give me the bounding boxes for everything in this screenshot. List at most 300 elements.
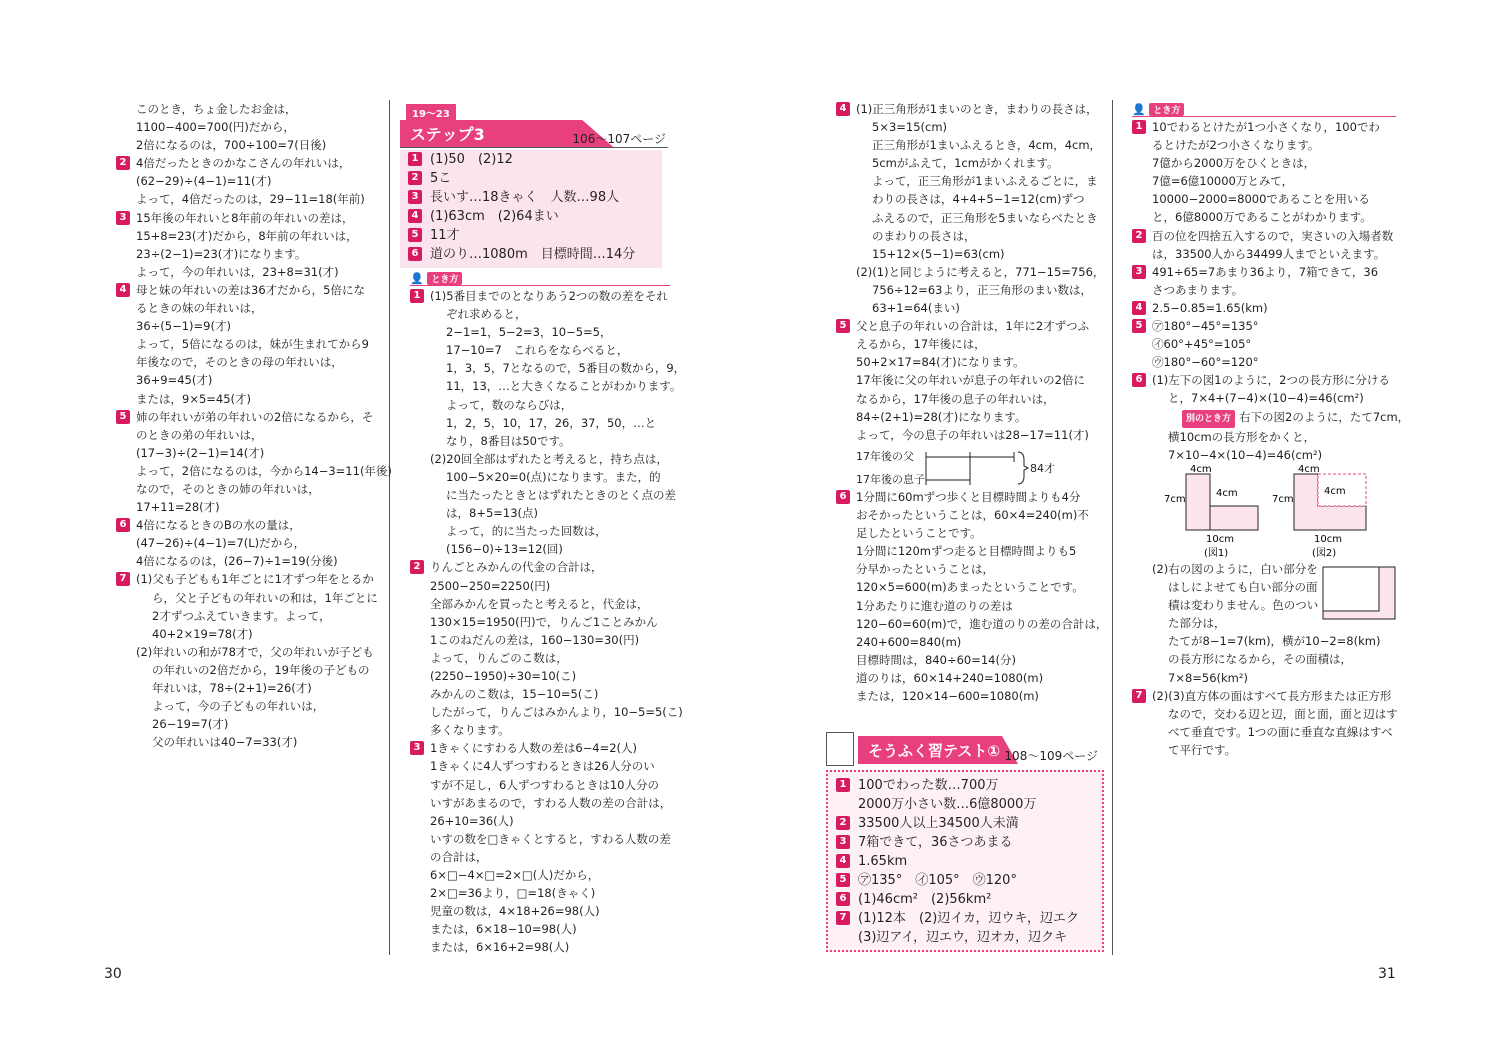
line-text: 40+2×19=78(才)	[152, 626, 253, 641]
line-text: (156−0)÷13=12(回)	[446, 542, 563, 557]
question-number: 6	[836, 490, 850, 504]
answer-text: 長いす…18きゃく 人数…98人	[430, 190, 620, 205]
line-text: おそかったということは，60×4=240(m)不	[856, 508, 1089, 523]
text-line	[836, 390, 1104, 408]
line-text: このとき，ちょ金したお金は，	[136, 102, 297, 116]
line-text: 1，3，5，7となるので，5番目の数から，9，	[446, 361, 686, 376]
line-text: るとけたが2つ小さくなります。	[1152, 138, 1320, 153]
line-text: よって，正三角形が1まいふえるごとに，ま	[872, 174, 1098, 189]
step3-pages: 106～107ページ	[572, 132, 666, 146]
fig1-left-label: 7cm	[1164, 494, 1186, 505]
text-line	[836, 353, 1104, 371]
line-text: 7×10−4×(10−4)=46(cm²)	[1168, 447, 1323, 462]
text-line	[1132, 299, 1409, 317]
text-line	[410, 595, 685, 613]
text-line	[836, 669, 1107, 687]
text-line	[1132, 263, 1409, 281]
text-line	[410, 396, 685, 414]
line-text: よって，数のならびは，	[446, 397, 573, 412]
text-line	[410, 757, 685, 775]
line-text: 5×3=15(cm)	[872, 120, 948, 135]
line-text: 多くなります。	[430, 723, 510, 738]
line-text: 26−19=7(才)	[152, 717, 229, 732]
text-line	[1132, 245, 1409, 263]
line-text: えるから，17年後には，	[856, 337, 986, 352]
line-text: よって，今の子どもの年れいは，	[152, 699, 325, 714]
text-line	[1132, 632, 1398, 650]
line-text: または，6×18−10=98(人)	[430, 922, 577, 937]
text-line	[116, 498, 392, 516]
text-line	[410, 558, 685, 576]
text-line	[836, 651, 1107, 669]
line-text: または，9×5=45(才)	[136, 391, 252, 406]
line-text: いすの数を□きゃくとすると，すわる人数の差	[430, 831, 671, 846]
text-line	[836, 506, 1107, 524]
text-line	[116, 715, 392, 733]
step3-header	[400, 104, 668, 148]
line-text: 2−1=1，5−2=3，10−5=5，	[446, 325, 612, 340]
tokikata-badge: とき方	[1149, 103, 1184, 116]
answer-text: 7箱できて，36さつあまる	[858, 835, 1013, 850]
text-line	[410, 649, 685, 667]
line-text: (62−29)÷(4−1)=11(才)	[136, 174, 272, 189]
question-number: 6	[1132, 373, 1146, 387]
answer-line	[408, 188, 635, 207]
checklist-icon	[826, 732, 854, 766]
line-text: 10でわるとけたが1つ小さくなり，100でわ	[1152, 120, 1380, 134]
line-text: 491÷65=7あまり36より，7箱できて，36	[1152, 264, 1379, 279]
line-text: 15+12×(5−1)=63(cm)	[872, 246, 1005, 261]
text-line	[116, 534, 392, 552]
text-line	[116, 552, 392, 570]
line-text: 5cmがふえて，1cmがかくれます。	[872, 156, 1059, 171]
text-line	[116, 516, 392, 534]
question-number: 7	[1132, 689, 1146, 703]
text-line	[116, 100, 392, 118]
text-line	[116, 480, 392, 498]
text-line	[410, 577, 685, 595]
text-line	[1132, 723, 1398, 741]
text-line	[836, 100, 1104, 118]
line-text: 積は変わりません。色のつい	[1168, 598, 1319, 613]
text-line	[116, 154, 392, 172]
text-line	[1132, 705, 1398, 723]
line-text: 1分間に60mずつ歩くと目標時間よりも4分	[856, 490, 1081, 504]
text-line	[116, 353, 392, 371]
text-line	[410, 685, 685, 703]
text-line	[116, 227, 392, 245]
line-text: さつあまります。	[1152, 282, 1244, 297]
question-number: 1	[1132, 120, 1146, 134]
text-line	[836, 408, 1104, 426]
text-line	[1132, 317, 1409, 335]
line-text: たてが8−1=7(km)，横が10−2=8(km)	[1168, 634, 1381, 649]
text-line	[836, 371, 1104, 389]
answer-line	[408, 150, 635, 169]
text-line	[836, 426, 1104, 444]
line-text: 4倍だったときのかなこさんの年れいは，	[136, 156, 351, 171]
figure1-shape	[1186, 474, 1258, 530]
line-text: すが不足し，6人ずつすわるときは10人分の	[430, 777, 659, 792]
text-line	[1132, 371, 1409, 389]
text-line	[410, 323, 685, 341]
line-text: 17+11=28(才)	[136, 500, 220, 515]
line-text: 120×5=600(m)あまったということです。	[856, 580, 1084, 595]
line-text: と，6億8000万であることがわかります。	[1152, 210, 1372, 225]
fig2-inner-label: 4cm	[1324, 486, 1346, 497]
line-text: 父と息子の年れいの合計は，1年に2才ずつふ	[856, 319, 1090, 334]
line-text: (1)左下の図1のように，2つの長方形に分ける	[1152, 373, 1390, 388]
line-text: るときの妹の年れいは，	[136, 301, 263, 316]
text-line	[116, 679, 392, 697]
line-text: (2)右の図のように，白い部分を	[1152, 562, 1318, 576]
line-text: の年れいの2倍だから，19年後の子どもの	[152, 662, 370, 677]
line-text: (2250−1950)÷30=10(こ)	[430, 668, 577, 683]
answer-number: 2	[408, 171, 422, 185]
text-line	[410, 848, 685, 866]
answer-number: 7	[836, 911, 850, 925]
line-text: 36÷(5−1)=9(才)	[136, 319, 231, 334]
line-text: 1，2，5，10，17，26，37，50，…と	[446, 415, 657, 430]
text-line	[836, 615, 1107, 633]
question-number: 4	[116, 283, 130, 297]
column-2	[410, 287, 685, 956]
answer-number: 4	[408, 209, 422, 223]
line-text: わりの長さは，4+4+5−1=12(cm)ずつ	[872, 192, 1085, 207]
answer-text: 道のり…1080m 目標時間…14分	[430, 247, 636, 262]
tokikata-label-right	[1132, 102, 1184, 116]
line-text: 7×8=56(km²)	[1168, 670, 1248, 685]
question-number: 2	[116, 156, 130, 170]
text-line	[836, 209, 1104, 227]
tokikata-label	[410, 271, 462, 285]
text-line	[1132, 281, 1409, 299]
answer-line	[408, 245, 635, 264]
line-text: なるから，17年後の息子の年れいは，	[856, 391, 1055, 406]
text-line	[116, 317, 392, 335]
line-text: 父の年れいは40−7=33(才)	[152, 735, 298, 750]
answer-number: 5	[408, 228, 422, 242]
text-line	[1132, 118, 1409, 136]
line-text: ら，父と子どもの年れいの和は，1年ごとに	[152, 590, 378, 605]
answer-text: (1)12本 (2)辺イカ，辺ウキ，辺エク	[858, 911, 1079, 926]
line-text: ふえるので，正三角形を5まいならべたとき	[872, 210, 1098, 225]
text-line	[116, 190, 392, 208]
line-text: 正三角形が1まいふえるとき，4cm，4cm，	[872, 138, 1102, 153]
question-number: 5	[836, 319, 850, 333]
line-text: べて垂直です。1つの面に垂直な直線はすべ	[1168, 724, 1393, 739]
answer-text: (1)46cm² (2)56km²	[858, 892, 992, 907]
line-text: みかんのこ数は，15−10=5(こ)	[430, 687, 599, 702]
question-number: 2	[1132, 229, 1146, 243]
question-number: 5	[116, 410, 130, 424]
fig1-inner-label: 4cm	[1216, 488, 1238, 499]
line-text: (2)20回全部はずれたと考えると，持ち点は，	[430, 451, 668, 466]
answer-line	[836, 795, 1079, 814]
text-line	[116, 697, 392, 715]
text-line	[410, 504, 685, 522]
line-text: のまわりの長さは，	[872, 228, 976, 243]
text-line	[410, 830, 685, 848]
text-line	[116, 371, 392, 389]
line-text: 15年後の年れいと8年前の年れいの差は，	[136, 210, 354, 225]
answer-text: (3)辺アイ，辺エウ，辺オカ，辺クキ	[858, 930, 1068, 945]
text-line	[1132, 154, 1409, 172]
line-text: (47−26)÷(4−1)=7(L)だから，	[136, 536, 306, 551]
column-divider	[1112, 100, 1113, 955]
person-icon: 👤	[1132, 103, 1146, 116]
line-text: よって，2倍になるのは，今から14−3=11(年後)	[136, 463, 392, 478]
tokikata-rule	[410, 285, 670, 286]
text-line	[410, 359, 685, 377]
line-text: 6×□−4×□=2×□(人)だから，	[430, 868, 600, 882]
text-line	[410, 902, 685, 920]
line-text: 1このねだんの差は，160−130=30(円)	[430, 632, 640, 647]
text-line	[410, 613, 685, 631]
line-text: 1きゃくに4人ずつすわるときは26人分のい	[430, 759, 655, 774]
alt-method-badge: 別のとき方	[1182, 410, 1235, 428]
text-line	[410, 884, 685, 902]
text-line	[1132, 428, 1409, 446]
line-text: (2)(3)直方体の面はすべて長方形または正方形	[1152, 688, 1392, 703]
line-text: よって，4倍だったのは，29−11=18(年前)	[136, 192, 365, 207]
fig1-top-label: 4cm	[1190, 464, 1212, 475]
question-number: 1	[410, 289, 424, 303]
line-text: 1分間に120mずつ走ると目標時間よりも5	[856, 544, 1077, 559]
answer-text: 5こ	[430, 171, 452, 186]
line-text: 年後なので，そのときの母の年れいは，	[136, 355, 343, 370]
line-text: 1100−400=700(円)だから，	[136, 120, 295, 135]
step3-title: ステップ3	[410, 125, 485, 144]
line-text: て平行です。	[1168, 742, 1237, 757]
text-line	[116, 444, 392, 462]
text-line	[410, 468, 685, 486]
answer-number: 3	[836, 835, 850, 849]
text-line	[116, 426, 392, 444]
answer-line	[836, 890, 1079, 909]
line-text: 120−60=60(m)で，進む道のりの差の合計は，	[856, 616, 1108, 631]
text-line	[116, 335, 392, 353]
text-line	[1132, 389, 1409, 407]
text-line	[410, 920, 685, 938]
line-text: 2×□=36より，□=18(きゃく)	[430, 886, 596, 901]
text-line	[1132, 669, 1398, 687]
line-text: は，8+5=13(点)	[446, 506, 539, 521]
text-line	[836, 299, 1104, 317]
line-text: よって，今の息子の年れいは28−17=11(才)	[856, 427, 1089, 442]
text-line	[410, 667, 685, 685]
line-text: 11，13，…と大きくなることがわかります。	[446, 379, 682, 394]
line-text: 84÷(2+1)=28(才)になります。	[856, 409, 1027, 424]
text-line	[410, 812, 685, 830]
text-line	[836, 542, 1107, 560]
line-text: 年れいは，78÷(2+1)=26(才)	[152, 681, 312, 695]
answer-line	[836, 928, 1079, 947]
line-text: ㋒180°−60°=120°	[1152, 355, 1259, 370]
text-line	[836, 154, 1104, 172]
answer-line	[836, 814, 1079, 833]
question-number: 3	[116, 211, 130, 225]
line-text: 26+10=36(人)	[430, 813, 514, 828]
text-line	[410, 540, 685, 558]
text-line	[1132, 227, 1409, 245]
review-title: そうふく習テスト①	[868, 742, 1001, 760]
answer-text: 1.65km	[858, 854, 908, 869]
line-text: た部分は，	[1168, 616, 1226, 631]
text-line	[410, 794, 685, 812]
text-line	[836, 136, 1104, 154]
page-number-right: 31	[1378, 966, 1396, 982]
line-text: (1)5番目までのとなりあう2つの数の差をそれ	[430, 289, 668, 303]
line-text: 23÷(2−1)=23(才)になります。	[136, 246, 307, 261]
line-text: 4倍になるときのBの水の量は，	[136, 518, 301, 533]
text-line	[410, 938, 685, 956]
answer-number: 4	[836, 854, 850, 868]
text-line	[410, 866, 685, 884]
answer-text: 100でわった数…700万	[858, 778, 999, 793]
text-line	[836, 317, 1104, 335]
text-line	[410, 287, 685, 305]
line-text: なり，8番目は50です。	[446, 433, 571, 448]
text-line	[1132, 408, 1409, 428]
line-text: よって，5倍になるのは，妹が生まれてから9	[136, 337, 369, 352]
line-text: 2500−250=2250(円)	[430, 578, 551, 593]
age-diagram	[856, 446, 1076, 490]
review-pages: 108～109ページ	[1004, 749, 1098, 763]
line-text: したがって，りんごはみかんより，10−5=5(こ)	[430, 705, 683, 720]
fig2-top-label: 4cm	[1298, 464, 1320, 475]
text-line	[116, 209, 392, 227]
answer-line	[836, 852, 1079, 871]
fig2-left-label: 7cm	[1272, 494, 1294, 505]
line-text: (1)父も子どもも1年ごとに1才ずつ年をとるか	[136, 572, 374, 587]
text-line	[410, 450, 685, 468]
answer-line	[408, 226, 635, 245]
line-text: 36+9=45(才)	[136, 373, 213, 388]
text-line	[410, 631, 685, 649]
line-text: 母と妹の年れいの差は36才だから，5倍にな	[136, 282, 365, 297]
shaded-square-figure	[1322, 566, 1396, 620]
answer-text: ㋐135° ㋑105° ㋒120°	[858, 873, 1017, 888]
question-number: 3	[1132, 265, 1146, 279]
text-line	[1132, 136, 1409, 154]
text-line	[410, 486, 685, 504]
text-line	[836, 578, 1107, 596]
line-text: 63+1=64(まい)	[872, 301, 960, 316]
line-text: 1きゃくにすわる人数の差は6−4=2(人)	[430, 741, 638, 756]
line-text: なので，そのときの姉の年れいは，	[136, 481, 320, 496]
line-text: の長方形になるから，その面積は，	[1168, 652, 1352, 667]
text-line	[116, 625, 392, 643]
text-line	[410, 721, 685, 739]
line-text: に当たったときとはずれたときのとく点の差	[446, 488, 676, 503]
text-line	[116, 390, 392, 408]
review-answers	[836, 776, 1079, 947]
text-line	[836, 245, 1104, 263]
answer-number: 1	[408, 152, 422, 166]
text-line	[410, 522, 685, 540]
line-text: は，33500人から34499人までといえます。	[1152, 246, 1386, 261]
person-icon: 👤	[410, 272, 424, 285]
text-line	[1132, 172, 1409, 190]
text-line	[836, 118, 1104, 136]
line-text: (17−3)÷(2−1)=14(才)	[136, 445, 265, 460]
text-line	[836, 190, 1104, 208]
line-text: 分早かったということは，	[856, 562, 994, 577]
fig1-bottom-label: 10cm	[1206, 534, 1234, 545]
text-line	[410, 703, 685, 721]
answer-number: 3	[408, 190, 422, 204]
line-text: 7億から2000万をひくときは，	[1152, 156, 1316, 171]
line-text: よって，的に当たった回数は，	[446, 524, 607, 539]
answer-text: 2000万小さい数…6億8000万	[858, 797, 1037, 812]
line-text: 右下の図2のように，たて7cm，	[1239, 409, 1410, 424]
answer-text: 11才	[430, 228, 460, 243]
line-text: 50+2×17=84(才)になります。	[856, 355, 1025, 370]
answer-number: 5	[836, 873, 850, 887]
column-3-continued	[836, 488, 1107, 705]
fig1-caption: (図1)	[1204, 548, 1229, 559]
text-line	[1132, 353, 1409, 371]
text-line	[1132, 741, 1398, 759]
column-1	[116, 100, 392, 751]
text-line	[836, 524, 1107, 542]
line-text: の合計は，	[430, 849, 488, 864]
question-number: 4	[836, 102, 850, 116]
line-text: 道のりは，60×14+240=1080(m)	[856, 670, 1044, 685]
line-text: 足したということです。	[856, 526, 982, 541]
text-line	[116, 643, 392, 661]
line-text: 15+8=23(才)だから，8年前の年れいは，	[136, 228, 358, 243]
line-text: または，6×16+2=98(人)	[430, 940, 570, 955]
line-text: (2)年れいの和が78才で，父の年れいが子ども	[136, 644, 374, 659]
question-number: 5	[1132, 319, 1146, 333]
text-line	[116, 245, 392, 263]
line-text: 130×15=1950(円)で，りんご1ことみかん	[430, 614, 658, 629]
line-text: 姉の年れいが弟の年れいの2倍になるから，そ	[136, 409, 374, 424]
text-line	[1132, 650, 1398, 668]
line-text: りんごとみかんの代金の合計は，	[430, 560, 603, 575]
text-line	[1132, 687, 1398, 705]
text-line	[836, 488, 1107, 506]
line-text: 1分あたりに進む道のりの差は	[856, 598, 1013, 613]
text-line	[116, 281, 392, 299]
text-line	[836, 597, 1107, 615]
text-line	[116, 172, 392, 190]
text-line	[116, 136, 392, 154]
text-line	[116, 589, 392, 607]
text-line	[116, 570, 392, 588]
text-line	[410, 305, 685, 323]
line-text: 2才ずつふえていきます。よって，	[152, 608, 331, 623]
line-text: いすがあまるので，すわる人数の差の合計は，	[430, 795, 672, 810]
fig2-bottom-label: 10cm	[1314, 534, 1342, 545]
line-text: 7億=6億10000万とみて，	[1152, 174, 1294, 189]
text-line	[410, 414, 685, 432]
page-number-left: 30	[104, 966, 122, 982]
line-text: 10000−2000=8000であることを用いる	[1152, 192, 1370, 207]
question-number: 4	[1132, 301, 1146, 315]
text-line	[116, 299, 392, 317]
answer-number: 2	[836, 816, 850, 830]
text-line	[836, 172, 1104, 190]
line-text: 百の位を四捨五入するので，実さいの入場者数	[1152, 228, 1394, 243]
text-line	[116, 462, 392, 480]
fig2-caption: (図2)	[1312, 548, 1337, 559]
column-3	[836, 100, 1104, 444]
line-text: 4倍になるのは，(26−7)÷1=19(分後)	[136, 554, 338, 569]
text-line	[116, 607, 392, 625]
